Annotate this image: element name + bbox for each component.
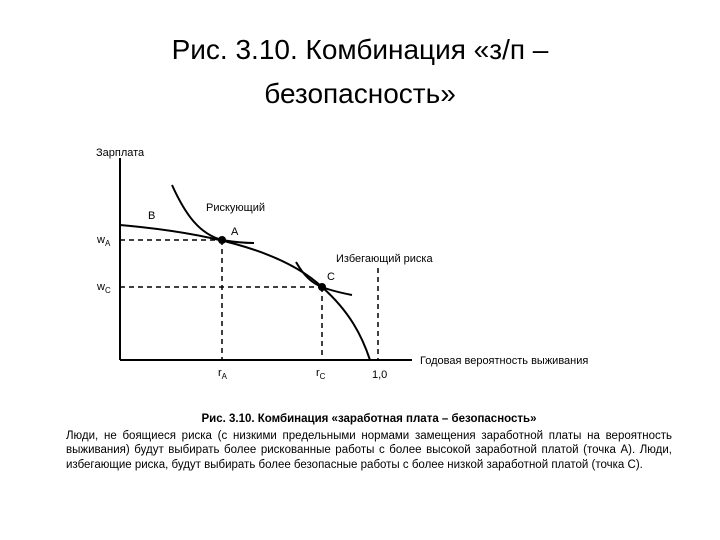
point-C-label: C <box>327 271 335 283</box>
point-A <box>218 236 226 244</box>
point-C <box>318 283 326 291</box>
figure-caption <box>66 412 672 472</box>
caption-text: Люди, не боящиеся риска (с низкими предельными нормами замещения заработной платы на вероятность выживания) будут выбирать более рискованные работы с более высокой заработной платой (точка A). Люди, избегающие риска, будут выбирать более безопасные работы с более низкой заработной платой (точка C). <box>66 429 672 471</box>
risk-averse-label: Избегающий риска <box>336 253 433 265</box>
offer-curve <box>120 225 370 360</box>
slide-title-line-2: безопасность» <box>264 78 456 109</box>
risk-taker-indifference-curve <box>172 185 254 243</box>
rC-label: $r_C$ <box>316 367 326 381</box>
wC-label: $w_C$ <box>97 281 111 295</box>
rA-label: $r_A$ <box>218 367 228 381</box>
risk-taker-label: Рискующий <box>206 202 266 214</box>
x-axis-label: Годовая вероятность выживания <box>420 355 589 367</box>
curve-B-label: B <box>148 210 156 222</box>
wA-label: $w_A$ <box>97 234 111 248</box>
y-axis-label: Зарплата <box>96 147 145 159</box>
x-max-label: 1,0 <box>372 369 388 381</box>
point-A-label: A <box>231 226 239 238</box>
caption-title: Рис. 3.10. Комбинация «заработная плата – безопасность» <box>201 413 537 425</box>
slide-title-line-1: Рис. 3.10. Комбинация «з/п – <box>171 34 549 65</box>
